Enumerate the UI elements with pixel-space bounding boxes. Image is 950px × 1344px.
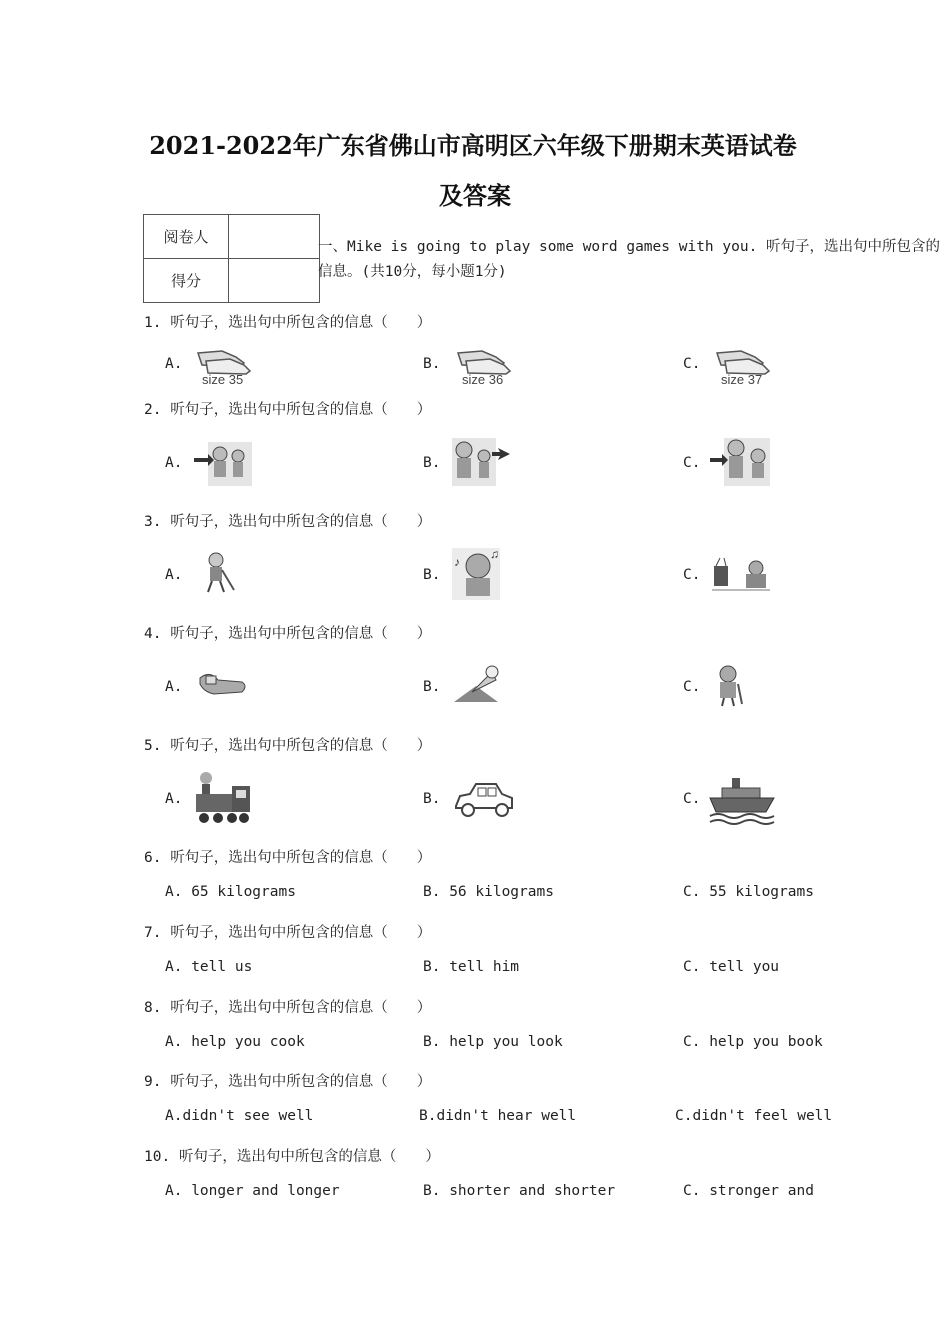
option-letter[interactable]: B. <box>423 455 441 471</box>
option-letter[interactable]: B. <box>423 356 441 372</box>
question-3 <box>144 510 431 531</box>
shoes-icon <box>192 343 254 387</box>
shoe-size-caption: size 35 <box>202 372 244 387</box>
question-10 <box>144 1145 440 1166</box>
question-2 <box>144 398 431 419</box>
score-field[interactable] <box>229 259 320 303</box>
option-letter[interactable]: B. <box>423 791 441 807</box>
question-9 <box>144 1070 431 1091</box>
question-8 <box>144 996 431 1017</box>
option-a[interactable]: A. 65 kilograms <box>165 884 296 900</box>
score-label: 得分 <box>144 259 229 303</box>
two-kids-arrow-left-icon <box>192 440 252 488</box>
option-c[interactable]: C. tell you <box>683 959 780 975</box>
option-letter[interactable]: B. <box>423 679 441 695</box>
question-prompt: 听句子，选出句中所包含的信息（ ） <box>170 925 432 941</box>
question-number: 5. <box>144 738 162 754</box>
reviewer-label: 阅卷人 <box>144 215 229 259</box>
document-title-line1: 2021-2022年广东省佛山市高明区六年级下册期末英语试卷 <box>149 131 797 160</box>
section-intro-line1: 一、Mike is going to play some word games with you. 听句子，选出句中所包含的 <box>318 239 941 255</box>
ice-cream-icon <box>452 662 500 706</box>
document-title-line2: 及答案 <box>439 181 511 210</box>
option-b[interactable]: B. 56 kilograms <box>423 884 554 900</box>
option-letter[interactable]: C. <box>683 791 701 807</box>
question-number: 7. <box>144 925 162 941</box>
shoe-size-caption: size 37 <box>721 372 763 387</box>
option-letter[interactable]: C. <box>683 356 701 372</box>
svg-text:♪: ♪ <box>454 555 460 569</box>
question-prompt: 听句子，选出句中所包含的信息（ ） <box>170 315 432 331</box>
hurt-hand-icon <box>196 668 250 704</box>
option-b[interactable]: B. shorter and shorter <box>423 1183 616 1199</box>
option-letter[interactable]: A. <box>165 455 183 471</box>
question-prompt: 听句子，选出句中所包含的信息（ ） <box>170 402 432 418</box>
option-a[interactable]: A. help you cook <box>165 1034 305 1050</box>
girl-listening-music-icon <box>448 544 504 604</box>
train-icon <box>192 768 254 826</box>
question-number: 6. <box>144 850 162 866</box>
question-prompt: 听句子，选出句中所包含的信息（ ） <box>170 738 432 754</box>
shoes-icon <box>711 343 773 387</box>
option-a[interactable]: A. longer and longer <box>165 1183 340 1199</box>
option-c[interactable]: C. 55 kilograms <box>683 884 814 900</box>
option-c[interactable]: C.didn't feel well <box>675 1108 833 1124</box>
question-number: 1. <box>144 315 162 331</box>
option-letter[interactable]: A. <box>165 356 183 372</box>
question-1 <box>144 311 431 332</box>
question-number: 8. <box>144 1000 162 1016</box>
question-prompt: 听句子，选出句中所包含的信息（ ） <box>178 1149 440 1165</box>
boy-sweeping-icon <box>198 550 238 596</box>
shoes-icon <box>452 343 514 387</box>
question-prompt: 听句子，选出句中所包含的信息（ ） <box>170 1074 432 1090</box>
grader-table <box>143 214 320 303</box>
option-letter[interactable]: C. <box>683 567 701 583</box>
option-b[interactable]: B. help you look <box>423 1034 563 1050</box>
option-c[interactable]: C. stronger and <box>683 1183 814 1199</box>
option-b[interactable]: B.didn't hear well <box>419 1108 577 1124</box>
option-letter[interactable]: A. <box>165 567 183 583</box>
ship-icon <box>708 774 776 826</box>
option-c[interactable]: C. help you book <box>683 1034 823 1050</box>
question-4 <box>144 622 431 643</box>
question-5 <box>144 734 431 755</box>
car-icon <box>452 780 516 820</box>
question-6 <box>144 846 431 867</box>
reviewer-field[interactable] <box>229 215 320 259</box>
question-prompt: 听句子，选出句中所包含的信息（ ） <box>170 626 432 642</box>
question-number: 4. <box>144 626 162 642</box>
svg-text:♫: ♫ <box>490 547 499 561</box>
section-intro <box>318 235 950 285</box>
two-kids-arrow-right-icon <box>452 436 512 488</box>
grandpa-icon <box>714 664 746 708</box>
option-a[interactable]: A.didn't see well <box>165 1108 314 1124</box>
question-number: 3. <box>144 514 162 530</box>
question-number: 2. <box>144 402 162 418</box>
question-number: 10. <box>144 1149 171 1165</box>
kid-compare-icon <box>708 436 772 488</box>
question-prompt: 听句子，选出句中所包含的信息（ ） <box>170 1000 432 1016</box>
option-a[interactable]: A. tell us <box>165 959 253 975</box>
shoe-size-caption: size 36 <box>462 372 504 387</box>
question-7 <box>144 921 431 942</box>
question-number: 9. <box>144 1074 162 1090</box>
option-letter[interactable]: C. <box>683 455 701 471</box>
option-letter[interactable]: C. <box>683 679 701 695</box>
question-prompt: 听句子，选出句中所包含的信息（ ） <box>170 514 432 530</box>
option-b[interactable]: B. tell him <box>423 959 520 975</box>
option-letter[interactable]: B. <box>423 567 441 583</box>
person-watching-tv-icon <box>712 556 770 594</box>
option-letter[interactable]: A. <box>165 791 183 807</box>
question-prompt: 听句子，选出句中所包含的信息（ ） <box>170 850 432 866</box>
section-intro-line2: 信息。(共10分，每小题1分) <box>318 264 507 280</box>
option-letter[interactable]: A. <box>165 679 183 695</box>
